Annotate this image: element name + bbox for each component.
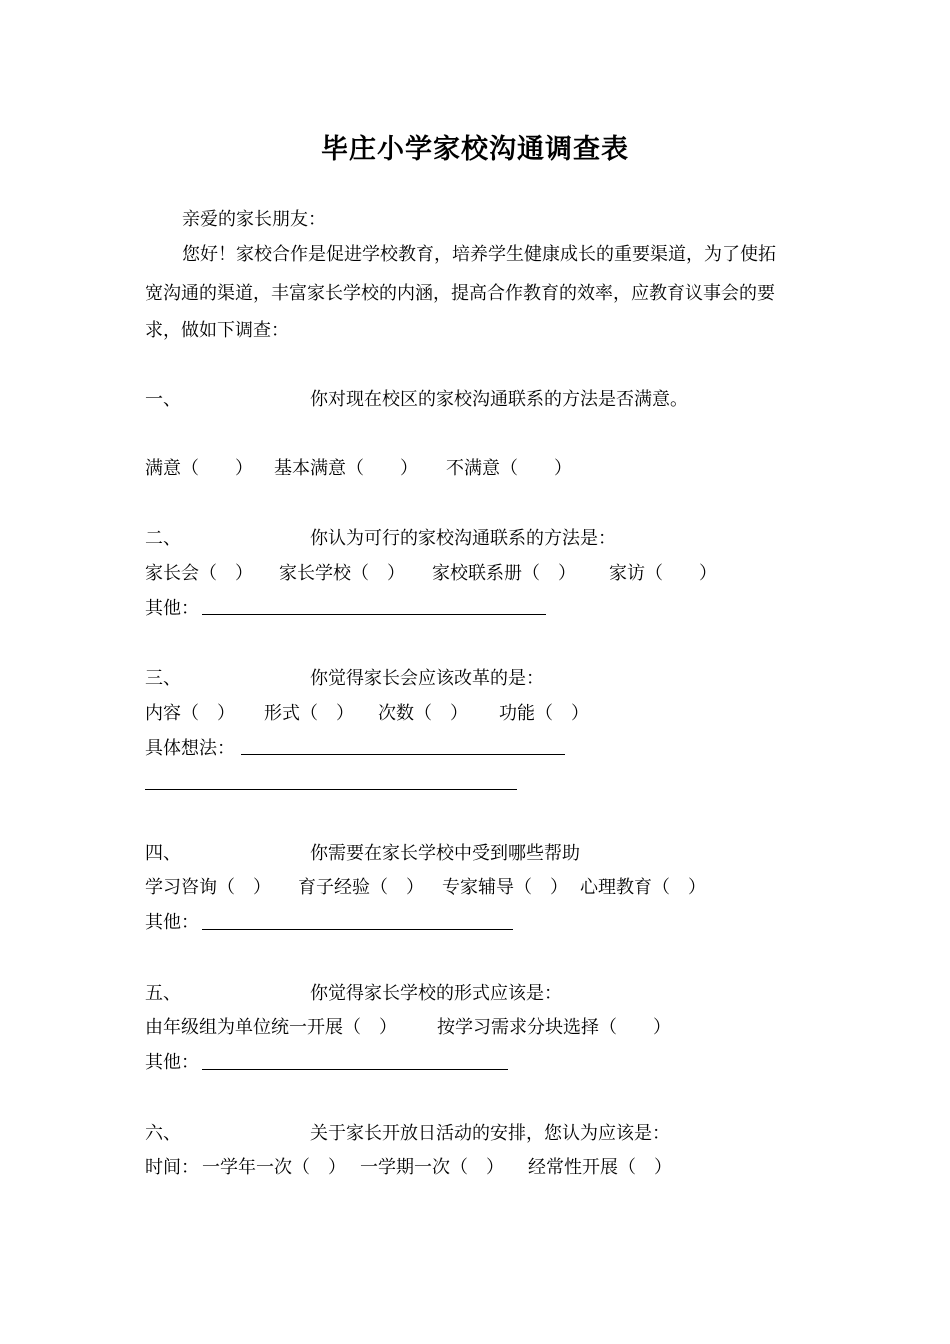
q2-option-home-visit[interactable]: 家访（ ） xyxy=(609,563,717,584)
q6-time-label: 时间： xyxy=(145,1157,199,1178)
q6-option-regular[interactable]: 经常性开展（ ） xyxy=(528,1157,672,1178)
question-6-number: 六、 xyxy=(145,1123,181,1144)
question-1-text: 你对现在校区的家校沟通联系的方法是否满意。 xyxy=(310,389,688,410)
q5-other-input-line[interactable] xyxy=(202,1069,508,1070)
q5-option-grade-unified[interactable]: 由年级组为单位统一开展（ ） xyxy=(145,1017,397,1038)
q4-option-study-consult[interactable]: 学习咨询（ ） xyxy=(145,877,271,898)
q2-other-label: 其他： xyxy=(145,598,199,619)
q6-option-once-per-year[interactable]: 一学年一次（ ） xyxy=(202,1157,346,1178)
q2-option-contact-book[interactable]: 家校联系册（ ） xyxy=(432,563,576,584)
q1-option-satisfied[interactable]: 满意（ ） xyxy=(145,458,253,479)
q5-other-label: 其他： xyxy=(145,1052,199,1073)
q3-option-frequency[interactable]: 次数（ ） xyxy=(378,703,468,724)
q2-option-parent-meeting[interactable]: 家长会（ ） xyxy=(145,563,253,584)
question-1-number: 一、 xyxy=(145,389,181,410)
q5-option-needs-based[interactable]: 按学习需求分块选择（ ） xyxy=(437,1017,671,1038)
q3-ideas-input-line-2[interactable] xyxy=(145,789,517,790)
question-4-number: 四、 xyxy=(145,843,181,864)
q4-other-input-line[interactable] xyxy=(202,929,513,930)
q2-option-parent-school[interactable]: 家长学校（ ） xyxy=(279,563,405,584)
q1-option-unsatisfied[interactable]: 不满意（ ） xyxy=(446,458,572,479)
q3-other-label: 具体想法： xyxy=(145,738,235,759)
q4-other-label: 其他： xyxy=(145,912,199,933)
q3-option-form[interactable]: 形式（ ） xyxy=(264,703,354,724)
question-5-text: 你觉得家长学校的形式应该是： xyxy=(310,983,562,1004)
intro-line-1: 您好！家校合作是促进学校教育，培养学生健康成长的重要渠道，为了使拓 xyxy=(182,244,776,265)
intro-line-2: 宽沟通的渠道，丰富家长学校的内涵，提高合作教育的效率，应教育议事会的要 xyxy=(145,283,775,304)
q4-option-expert-guidance[interactable]: 专家辅导（ ） xyxy=(442,877,568,898)
q3-option-function[interactable]: 功能（ ） xyxy=(499,703,589,724)
question-6-text: 关于家长开放日活动的安排，您认为应该是： xyxy=(310,1123,670,1144)
question-3-text: 你觉得家长会应该改革的是： xyxy=(310,668,544,689)
q3-ideas-input-line-1[interactable] xyxy=(241,754,565,755)
question-4-text: 你需要在家长学校中受到哪些帮助 xyxy=(310,843,580,864)
question-5-number: 五、 xyxy=(145,983,181,1004)
intro-line-3: 求，做如下调查： xyxy=(145,320,289,341)
greeting: 亲爱的家长朋友： xyxy=(182,209,326,230)
question-2-number: 二、 xyxy=(145,528,181,549)
question-2-text: 你认为可行的家校沟通联系的方法是： xyxy=(310,528,616,549)
q1-option-basically-satisfied[interactable]: 基本满意（ ） xyxy=(274,458,418,479)
q2-other-input-line[interactable] xyxy=(202,614,546,615)
q6-option-once-per-term[interactable]: 一学期一次（ ） xyxy=(360,1157,504,1178)
q3-option-content[interactable]: 内容（ ） xyxy=(145,703,235,724)
question-3-number: 三、 xyxy=(145,668,181,689)
q4-option-psychology-education[interactable]: 心理教育（ ） xyxy=(580,877,706,898)
page-title: 毕庄小学家校沟通调查表 xyxy=(321,134,629,165)
q4-option-parenting-experience[interactable]: 育子经验（ ） xyxy=(298,877,424,898)
